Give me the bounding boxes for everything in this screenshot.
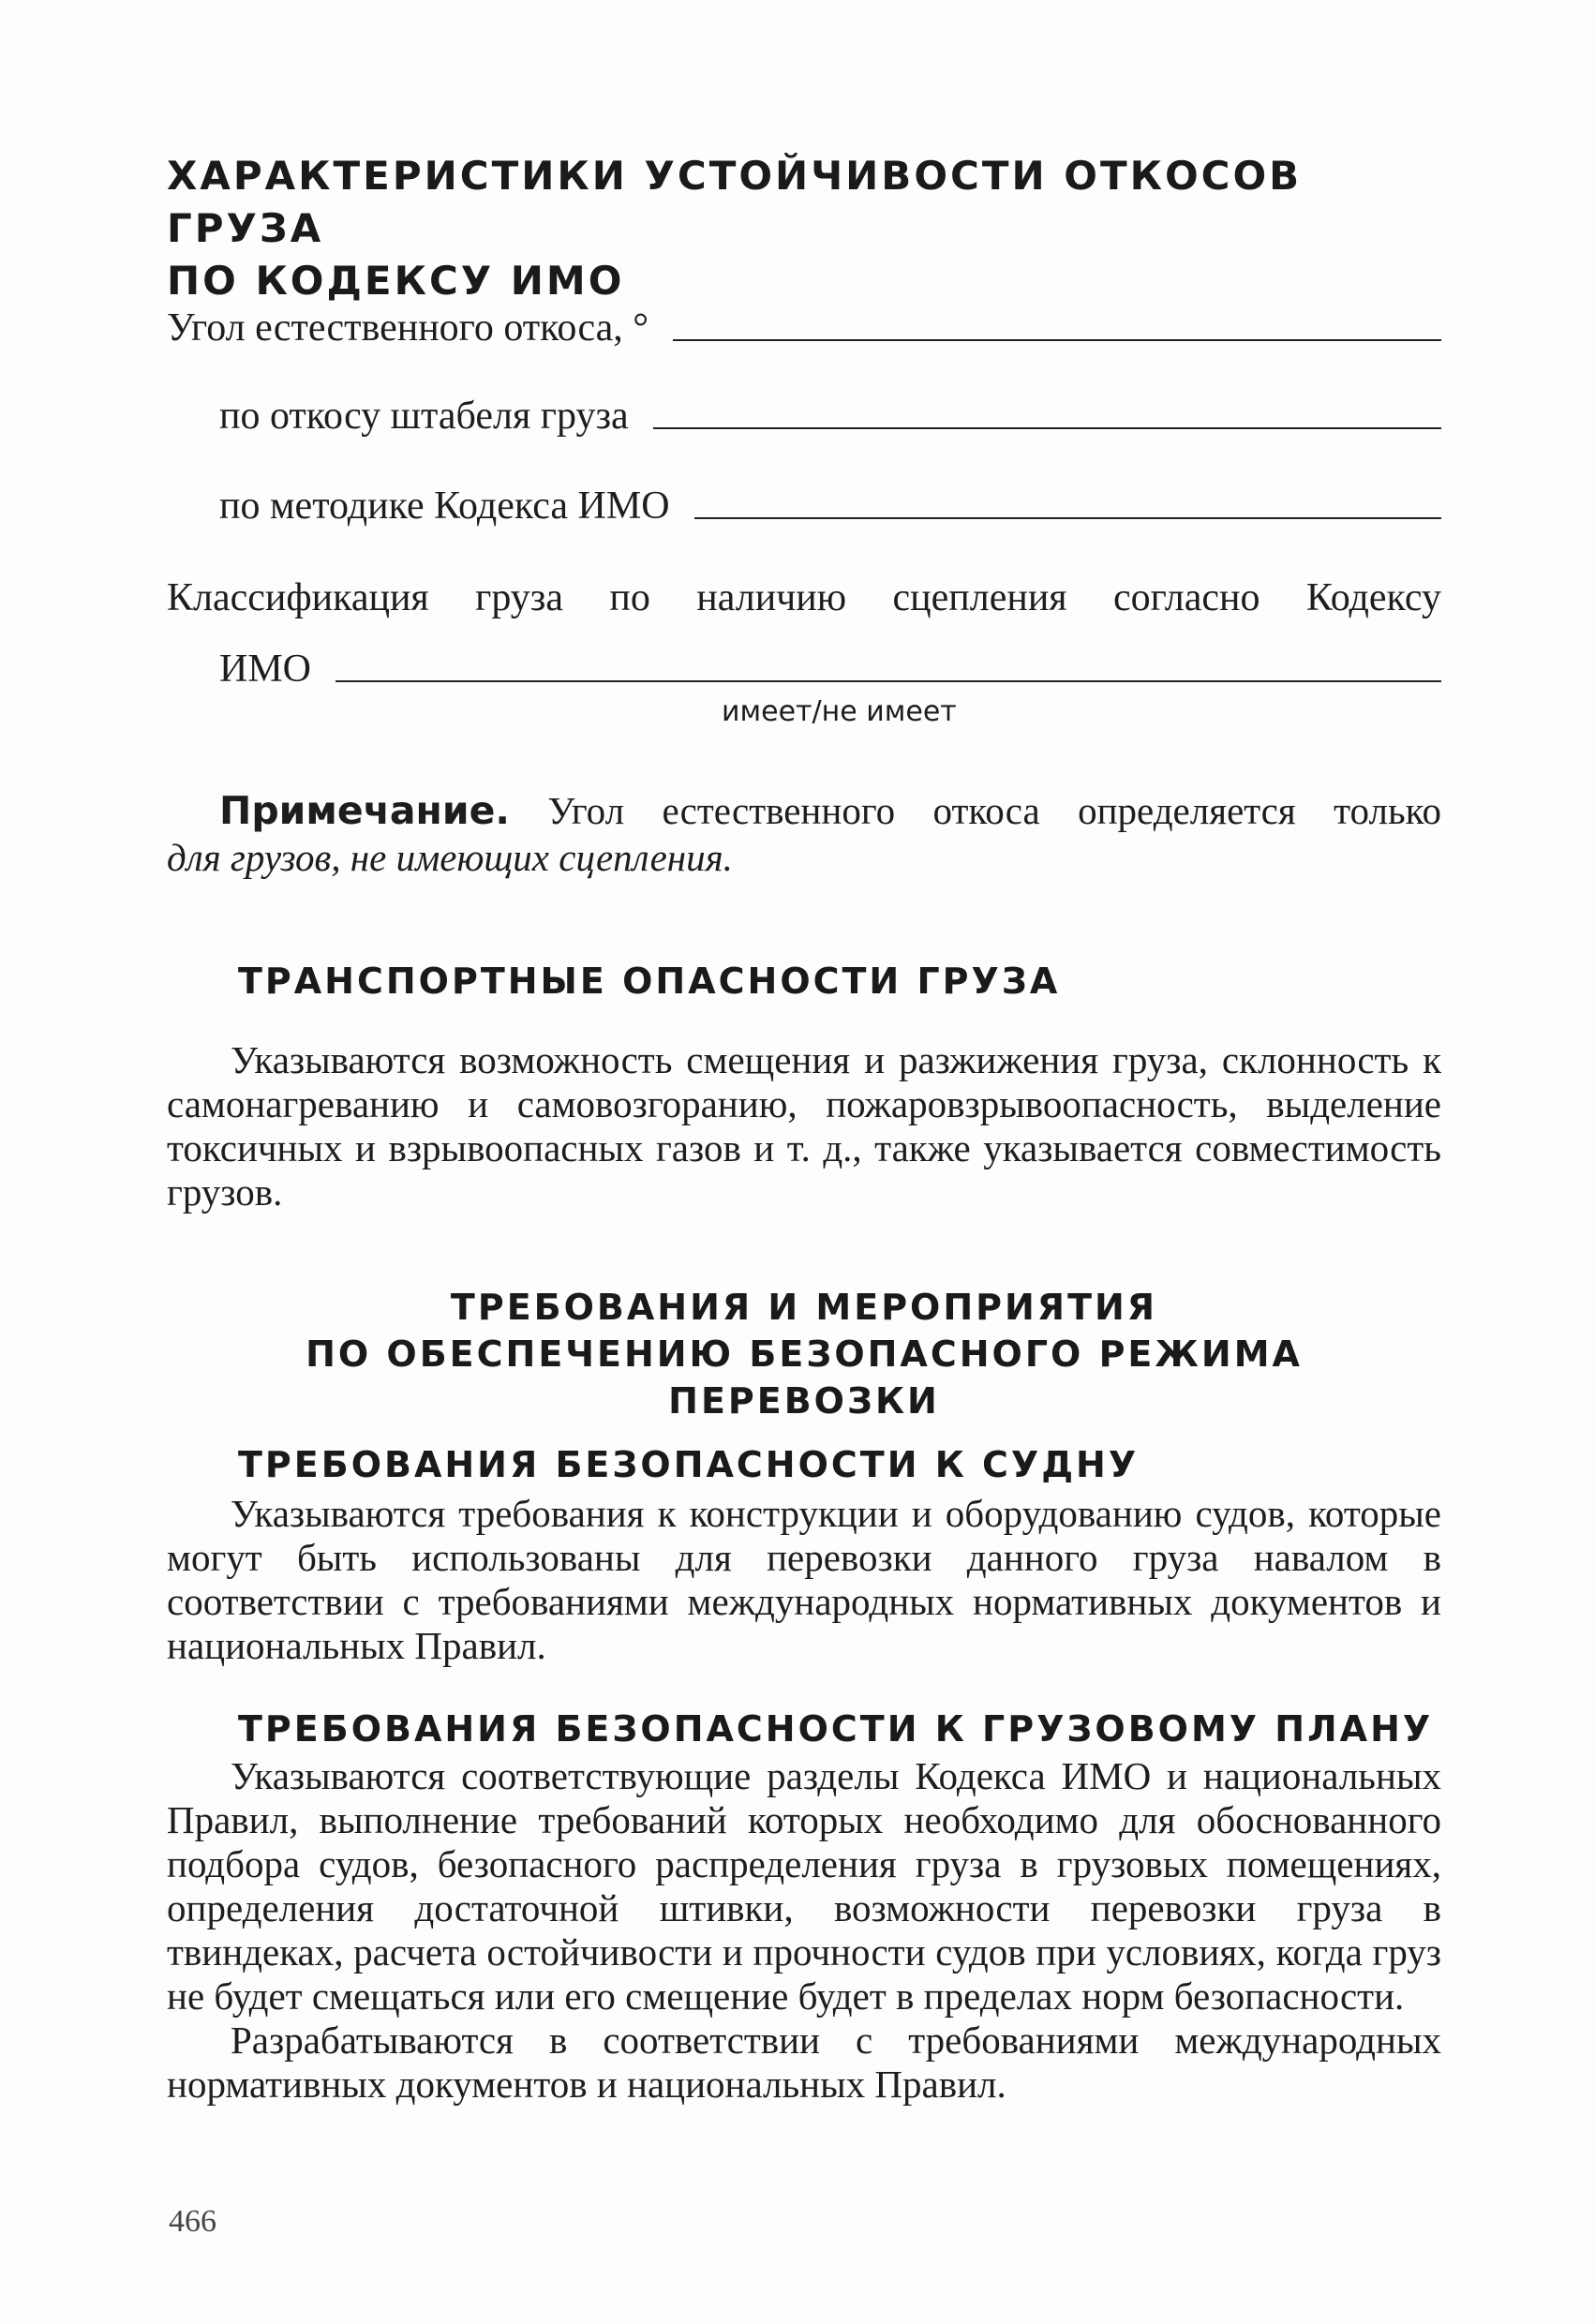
section-cargo-slope-title — [167, 150, 1441, 307]
ship-safety-body — [167, 1492, 1441, 1668]
field-imo-method — [167, 484, 1441, 529]
field-label: по методике Кодекса ИМО — [219, 484, 670, 528]
section-title: ТРАНСПОРТНЫЕ ОПАСНОСТИ ГРУЗА — [238, 961, 1061, 1002]
paragraph: Указываются требования к конструкции и оборудованию судов, которые могут быть использованы для перевозки данного груза навалом в соответствии с требованиями международных нормативных документов и национальных Правил. — [167, 1492, 1441, 1667]
blank-line — [694, 517, 1441, 519]
note-text: Угол естественного откоса определяется только — [547, 789, 1441, 832]
section-requirements-measures — [167, 1284, 1441, 1424]
cargo-plan-body — [167, 1754, 1441, 2107]
section-title-line: ПО ОБЕСПЕЧЕНИЮ БЕЗОПАСНОГО РЕЖИМА ПЕРЕВОЗКИ — [306, 1333, 1303, 1422]
paragraph: Разрабатываются в соответствии с требованиями международных нормативных документов и национальных Правил. — [167, 2019, 1441, 2106]
section-title: ТРЕБОВАНИЯ БЕЗОПАСНОСТИ К ГРУЗОВОМУ ПЛАНУ — [238, 1708, 1434, 1750]
paragraph: Указываются возможность смещения и разжижения груза, склонность к самонагреванию и самовозгоранию, пожаровзрывоопасность, выделение токсичных и взрывоопасных газов и т. д., также указывается совместимость грузов. — [167, 1038, 1441, 1214]
blank-line — [673, 339, 1441, 341]
blank-line — [335, 680, 1441, 682]
section-title-line: ХАРАКТЕРИСТИКИ УСТОЙЧИВОСТИ ОТКОСОВ ГРУЗА — [167, 153, 1303, 251]
field-label: Угол естественного откоса, ° — [167, 306, 649, 350]
section-title: ТРЕБОВАНИЯ БЕЗОПАСНОСТИ К СУДНУ — [238, 1444, 1140, 1485]
page-number: 466 — [169, 2204, 216, 2239]
section-transport-hazards — [238, 958, 1441, 1005]
section-title-line: ПО КОДЕКСУ ИМО — [167, 258, 625, 304]
note — [167, 787, 1441, 881]
blank-line — [653, 427, 1441, 429]
section-cargo-plan-safety — [238, 1706, 1441, 1752]
section-title-line: ТРЕБОВАНИЯ И МЕРОПРИЯТИЯ — [450, 1287, 1158, 1328]
field-caption: имеет/не имеет — [722, 695, 957, 728]
classification-label: Классификация груза по наличию сцепления согласно Кодексу — [167, 576, 1441, 619]
field-stack-slope — [167, 394, 1441, 439]
field-label: по откосу штабеля груза — [219, 395, 629, 438]
transport-hazards-body — [167, 1038, 1441, 1214]
field-label: ИМО — [219, 648, 312, 691]
section-ship-safety — [238, 1441, 1441, 1488]
field-angle-of-repose — [167, 305, 1441, 350]
note-label: Примечание. — [219, 788, 510, 833]
field-classification — [167, 647, 1441, 692]
note-text-continued: для грузов, не имеющих сцепления. — [167, 836, 733, 879]
paragraph: Указываются соответствующие разделы Кодекса ИМО и национальных Правил, выполнение требований которых необходимо для обоснованного подбора судов, безопасного распределения груза в грузовых помещениях, определения достаточной штивки, возможности перевозки груза в твиндеках, расчета остойчивости и прочности судов при условиях, когда груз не будет смещаться или его смещение будет в пределах норм безопасности. — [167, 1754, 1441, 2018]
